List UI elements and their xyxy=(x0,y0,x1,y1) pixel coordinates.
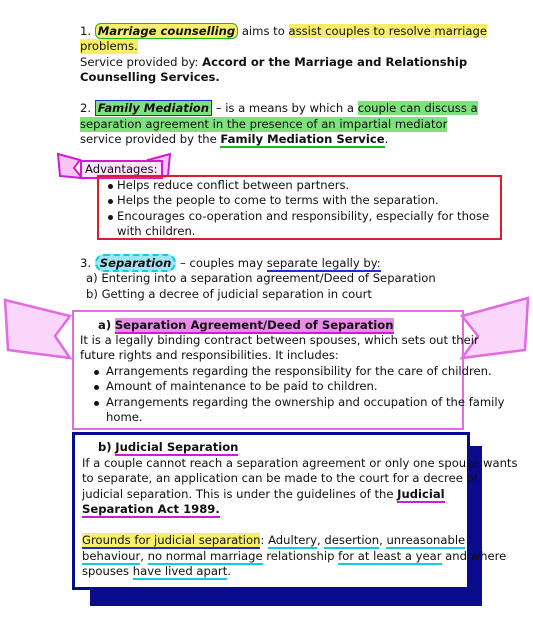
grounds-period: . xyxy=(227,564,231,578)
advantage-item: Helps reduce conflict between partners. xyxy=(117,178,350,192)
agreement-item: Arrangements regarding the responsibility for the care of children. xyxy=(106,364,492,378)
section1-term: Marriage counselling xyxy=(95,23,238,39)
agreement-text: future rights and responsibilities. It includes: xyxy=(80,348,339,362)
sep-comma: , xyxy=(317,533,325,547)
section2-line3 xyxy=(80,132,388,147)
advantage-bullet xyxy=(108,199,113,204)
judicial-text: to separate, an application can be made to the court for a decree of xyxy=(82,471,478,485)
judicial-label: b) xyxy=(98,440,112,454)
advantage-bullet xyxy=(108,184,113,189)
advantage-bullet xyxy=(108,215,113,220)
agreement-bullet xyxy=(94,385,99,390)
agreement-bullet xyxy=(94,401,99,406)
grounds-line1 xyxy=(82,533,465,548)
grounds-title: Grounds for judicial separation xyxy=(82,533,261,547)
section2-line1 xyxy=(80,101,478,116)
ground-no-normal-marriage: no normal marriage xyxy=(147,549,263,563)
agreement-label: a) xyxy=(98,318,112,332)
advantage-item: Encourages co-operation and responsibility, especially for those xyxy=(117,209,490,223)
section1-text: aims to xyxy=(238,24,289,38)
section2-period: . xyxy=(384,132,389,146)
agreement-item: Arrangements regarding the ownership and occupation of the family xyxy=(106,395,505,409)
judicial-title: Judicial Separation xyxy=(115,440,239,454)
grounds-text: and where xyxy=(441,549,507,563)
section2-service-label: service provided by the xyxy=(80,132,221,146)
judicial-heading xyxy=(98,440,238,455)
section3-underlined: separate legally by: xyxy=(266,256,381,270)
agreement-item: Amount of maintenance to be paid to children. xyxy=(106,379,378,393)
grounds-text: relationship xyxy=(262,549,339,563)
judicial-text: judicial separation. This is under the guidelines of the xyxy=(82,487,398,501)
section2-service: Family Mediation Service xyxy=(220,132,385,146)
section1-highlight: assist couples to resolve marriage xyxy=(288,24,487,38)
advantage-item-cont: with children. xyxy=(117,224,196,238)
section2-highlight2: separation agreement in the presence of an impartial mediator xyxy=(80,117,448,131)
grounds-line3 xyxy=(82,564,231,579)
section1-line1 xyxy=(80,24,487,39)
sep-comma: , xyxy=(379,533,387,547)
advantages-title: Advantages: xyxy=(80,160,163,179)
grounds-text: spouses xyxy=(82,564,133,578)
section1-line3 xyxy=(80,55,467,70)
judicial-act: Judicial xyxy=(397,487,445,501)
section3-item: a) Entering into a separation agreement/Deed of Separation xyxy=(86,271,436,285)
agreement-heading xyxy=(98,318,394,333)
agreement-bullet xyxy=(94,370,99,375)
ground-adultery: Adultery xyxy=(268,533,318,547)
section2-number: 2. xyxy=(80,101,92,115)
section1-provider: Accord or the Marriage and Relationship xyxy=(202,55,468,69)
agreement-text: It is a legally binding contract between spouses, which sets out their xyxy=(80,333,479,347)
section1-line2: problems. xyxy=(80,39,138,53)
section1-provider-cont: Counselling Services. xyxy=(80,70,220,84)
section3-item: b) Getting a decree of judicial separation in court xyxy=(86,287,372,301)
advantage-item: Helps the people to come to terms with the separation. xyxy=(117,193,439,207)
ground-duration: for at least a year xyxy=(338,549,442,563)
ground-unreasonable: unreasonable xyxy=(386,533,466,547)
section1-provider-label: Service provided by: xyxy=(80,55,203,69)
judicial-act-cont: Separation Act 1989. xyxy=(82,502,220,516)
section3-line1 xyxy=(80,256,381,271)
section2-text: – is a means by which a xyxy=(212,101,358,115)
section3-text: – couples may xyxy=(176,256,267,270)
grounds-colon: : xyxy=(260,533,269,547)
section2-highlight1: couple can discuss a xyxy=(357,101,478,115)
ground-desertion: desertion xyxy=(324,533,380,547)
ground-lived-apart: have lived apart xyxy=(132,564,228,578)
sep-comma: , xyxy=(140,549,148,563)
section1-number: 1. xyxy=(80,24,92,38)
grounds-line2 xyxy=(82,549,506,564)
agreement-title: Separation Agreement/Deed of Separation xyxy=(114,318,394,332)
section3-term: Separation xyxy=(95,254,177,272)
agreement-item-cont: home. xyxy=(106,410,143,424)
section3-number: 3. xyxy=(80,256,92,270)
section2-term: Family Mediation xyxy=(95,100,212,116)
ground-behaviour: behaviour xyxy=(82,549,141,563)
judicial-text: If a couple cannot reach a separation agreement or only one spouse wants xyxy=(82,456,518,470)
judicial-act-line xyxy=(82,502,220,517)
judicial-text-line3 xyxy=(82,487,445,502)
